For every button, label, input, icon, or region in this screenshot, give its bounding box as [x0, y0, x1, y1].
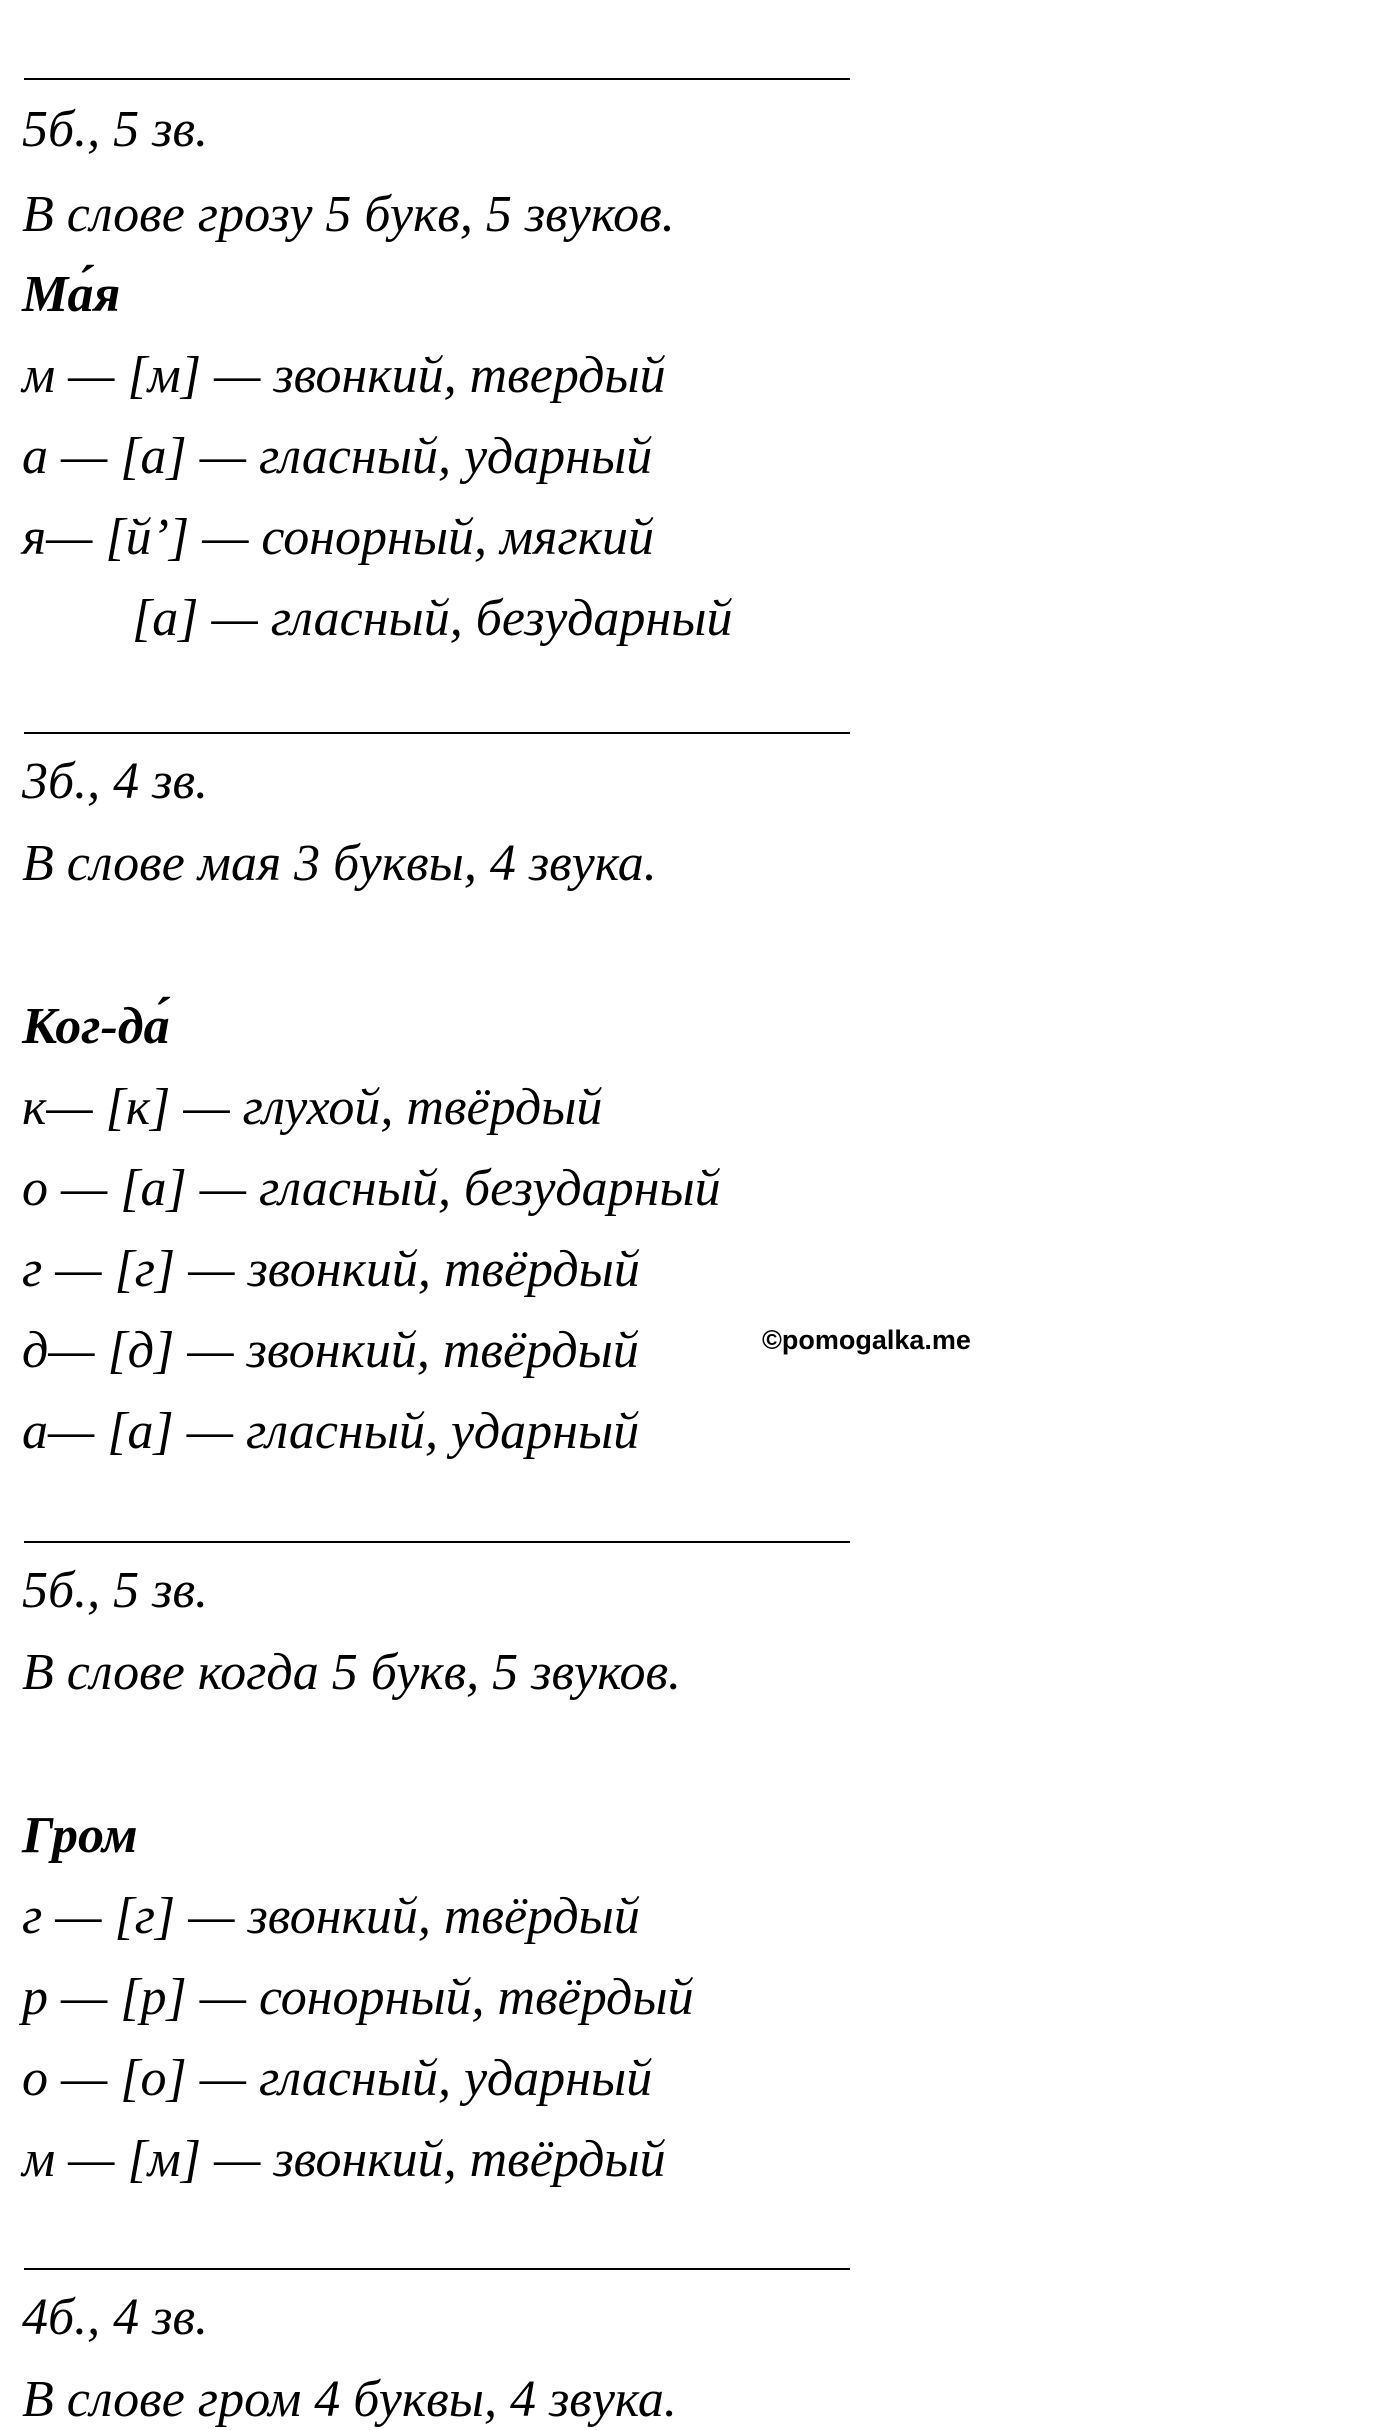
summary-text: В слове гром 4 буквы, 4 звука. — [22, 2371, 677, 2428]
divider-2 — [24, 732, 850, 734]
phonetic-line: о — [о] — гласный, ударный — [22, 2050, 653, 2107]
phonetic-line: м — [м] — звонкий, твёрдый — [22, 2131, 666, 2188]
phonetic-line: а— [а] — гласный, ударный — [22, 1403, 640, 1460]
summary-text: В слове когда 5 букв, 5 звуков. — [22, 1644, 682, 1701]
letter-sound-count: 5б., 5 зв. — [22, 101, 209, 158]
phonetic-line: [а] — гласный, безударный — [132, 590, 733, 647]
summary-text: В слове мая 3 буквы, 4 звука. — [22, 835, 657, 892]
letter-sound-count: 3б., 4 зв. — [22, 753, 209, 810]
word-heading: Гром — [22, 1807, 138, 1864]
phonetic-line: д— [д] — звонкий, твёрдый — [22, 1322, 639, 1379]
phonetic-line: г — [г] — звонкий, твёрдый — [22, 1241, 640, 1298]
phonetic-line: к— [к] — глухой, твёрдый — [22, 1079, 603, 1136]
phonetic-line: г — [г] — звонкий, твёрдый — [22, 1888, 640, 1945]
summary-text: В слове грозу 5 букв, 5 звуков. — [22, 186, 675, 243]
letter-sound-count: 4б., 4 зв. — [22, 2289, 209, 2346]
letter-sound-count: 5б., 5 зв. — [22, 1562, 209, 1619]
divider-1 — [24, 78, 850, 80]
divider-4 — [24, 2268, 850, 2270]
phonetic-line: р — [р] — сонорный, твёрдый — [22, 1969, 694, 2026]
watermark: ©pomogalka.me — [762, 1325, 971, 1355]
phonetic-line: о — [а] — гласный, безударный — [22, 1160, 721, 1217]
phonetic-line: я— [й’] — сонорный, мягкий — [22, 509, 654, 566]
phonetic-line: м — [м] — звонкий, твердый — [22, 347, 666, 404]
word-heading: Ма́я — [22, 266, 121, 323]
word-heading: Ког-да́ — [22, 998, 170, 1055]
phonetic-line: а — [а] — гласный, ударный — [22, 428, 653, 485]
divider-3 — [24, 1541, 850, 1543]
